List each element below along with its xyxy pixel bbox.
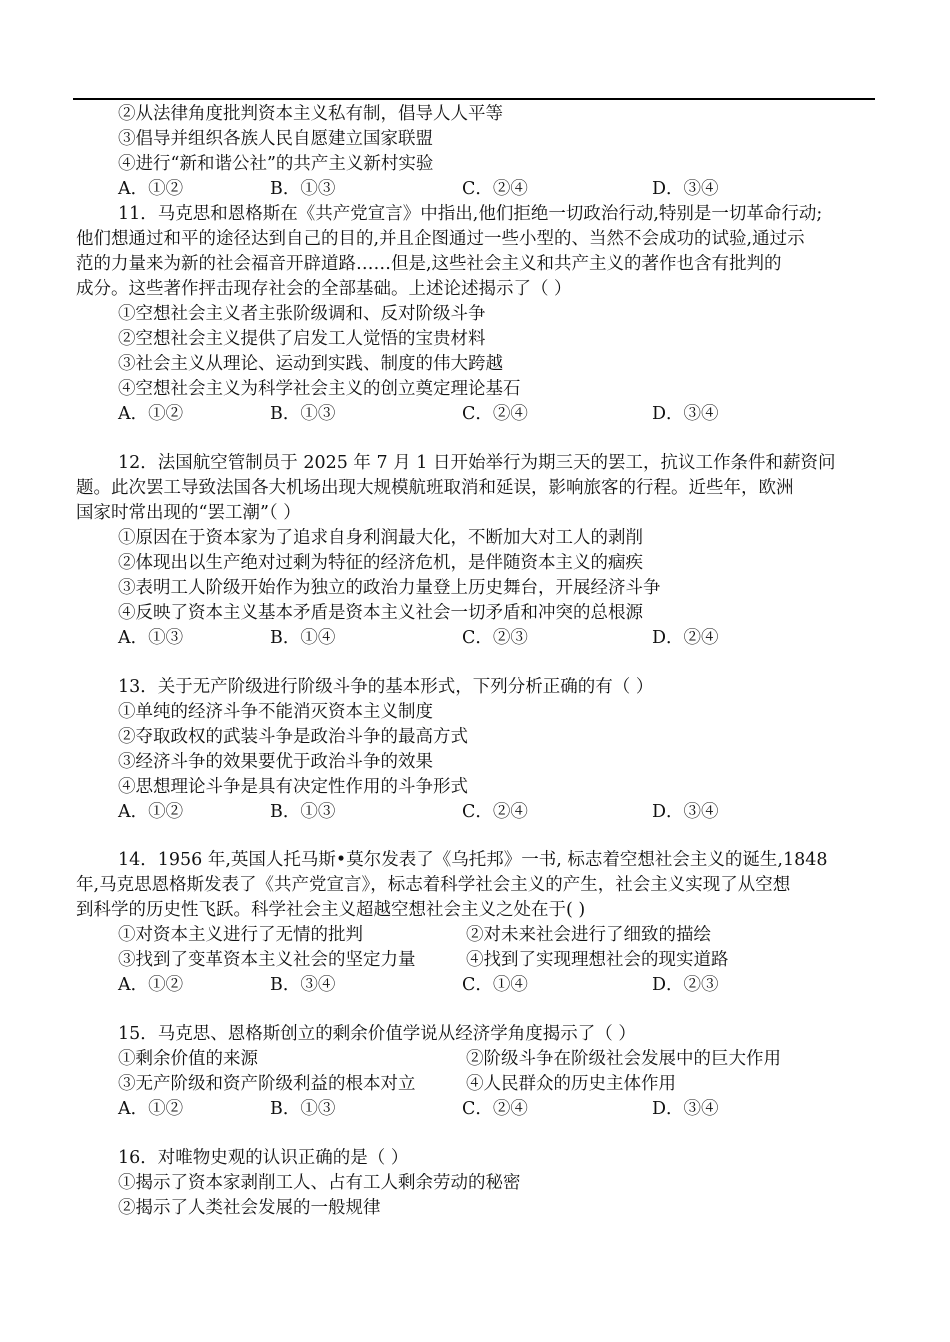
q15-option-3: ③无产阶级和资产阶级利益的根本对立 — [118, 1074, 416, 1094]
q16-option-1: ①揭示了资本家剥削工人、占有工人剩余劳动的秘密 — [118, 1173, 521, 1193]
q11-option-3: ③社会主义从理论、运动到实践、制度的伟大跨越 — [118, 354, 503, 374]
q12-stem-line-3: 国家时常出现的“罢工潮”（ ） — [76, 503, 301, 523]
q13-answer-a: A．①② — [118, 802, 184, 822]
q10-answer-b: B．①③ — [270, 179, 336, 199]
q15-option-1: ①剩余价值的来源 — [118, 1049, 258, 1069]
header-rule — [73, 98, 875, 100]
q12-answer-b: B．①④ — [270, 628, 336, 648]
q16-stem: 16．对唯物史观的认识正确的是（ ） — [118, 1148, 409, 1168]
q14-answer-b: B．③④ — [270, 975, 336, 995]
q11-option-1: ①空想社会主义者主张阶级调和、反对阶级斗争 — [118, 304, 486, 324]
q13-option-4: ④思想理论斗争是具有决定性作用的斗争形式 — [118, 777, 468, 797]
q10-option-2: ②从法律角度批判资本主义私有制，倡导人人平等 — [118, 104, 503, 124]
q12-stem-line-2: 题。此次罢工导致法国各大机场出现大规模航班取消和延误，影响旅客的行程。近些年，欧洲 — [76, 478, 794, 498]
q10-answer-d: D．③④ — [652, 179, 719, 199]
q14-option-4: ④找到了实现理想社会的现实道路 — [466, 950, 729, 970]
q14-answer-a: A．①② — [118, 975, 184, 995]
q12-answer-c: C．②③ — [462, 628, 528, 648]
q15-option-4: ④人民群众的历史主体作用 — [466, 1074, 676, 1094]
q15-answer-d: D．③④ — [652, 1099, 719, 1119]
q11-stem-line-3: 范的力量来为新的社会福音开辟道路……但是,这些社会主义和共产主义的著作也含有批判的 — [76, 254, 782, 274]
q10-option-3: ③倡导并组织各族人民自愿建立国家联盟 — [118, 129, 433, 149]
q12-option-1: ①原因在于资本家为了追求自身利润最大化，不断加大对工人的剥削 — [118, 528, 643, 548]
q11-stem-line-2: 他们想通过和平的途径达到自己的目的,并且企图通过一些小型的、当然不会成功的试验,通过示 — [76, 229, 805, 249]
q15-answer-a: A．①② — [118, 1099, 184, 1119]
q12-option-3: ③表明工人阶级开始作为独立的政治力量登上历史舞台，开展经济斗争 — [118, 578, 661, 598]
q11-answer-d: D．③④ — [652, 404, 719, 424]
q13-answer-d: D．③④ — [652, 802, 719, 822]
q16-option-2: ②揭示了人类社会发展的一般规律 — [118, 1198, 381, 1218]
q14-answer-c: C．①④ — [462, 975, 528, 995]
q12-option-4: ④反映了资本主义基本矛盾是资本主义社会一切矛盾和冲突的总根源 — [118, 603, 643, 623]
q13-stem: 13．关于无产阶级进行阶级斗争的基本形式，下列分析正确的有（ ） — [118, 677, 654, 697]
q14-stem-line-1: 14．1956 年,英国人托马斯•莫尔发表了《乌托邦》一书, 标志着空想社会主义的诞生,1848 — [118, 850, 828, 870]
q13-answer-c: C．②④ — [462, 802, 528, 822]
q14-answer-d: D．②③ — [652, 975, 719, 995]
q10-answer-a: A．①② — [118, 179, 184, 199]
q11-answer-b: B．①③ — [270, 404, 336, 424]
q10-option-4: ④进行“新和谐公社”的共产主义新村实验 — [118, 154, 434, 174]
q14-option-2: ②对未来社会进行了细致的描绘 — [466, 925, 711, 945]
q12-option-2: ②体现出以生产绝对过剩为特征的经济危机，是伴随资本主义的痼疾 — [118, 553, 643, 573]
q11-answer-c: C．②④ — [462, 404, 528, 424]
q11-stem-line-1: 11．马克思和恩格斯在《共产党宣言》中指出,他们拒绝一切政治行动,特别是一切革命行动; — [118, 204, 823, 224]
q12-answer-d: D．②④ — [652, 628, 719, 648]
q14-stem-line-3: 到科学的历史性飞跃。科学社会主义超越空想社会主义之处在于( ) — [76, 900, 586, 920]
q11-option-4: ④空想社会主义为科学社会主义的创立奠定理论基石 — [118, 379, 521, 399]
q15-answer-c: C．②④ — [462, 1099, 528, 1119]
q14-stem-line-2: 年,马克思恩格斯发表了《共产党宣言》，标志着科学社会主义的产生，社会主义实现了从空想 — [76, 875, 791, 895]
q10-answer-c: C．②④ — [462, 179, 528, 199]
q13-answer-b: B．①③ — [270, 802, 336, 822]
q11-answer-a: A．①② — [118, 404, 184, 424]
q15-stem: 15．马克思、恩格斯创立的剩余价值学说从经济学角度揭示了（ ） — [118, 1024, 636, 1044]
q14-option-1: ①对资本主义进行了无情的批判 — [118, 925, 363, 945]
q12-answer-a: A．①③ — [118, 628, 184, 648]
q14-option-3: ③找到了变革资本主义社会的坚定力量 — [118, 950, 416, 970]
q13-option-1: ①单纯的经济斗争不能消灭资本主义制度 — [118, 702, 433, 722]
q11-stem-line-4: 成分。这些著作抨击现存社会的全部基础。上述论述揭示了（ ） — [76, 279, 572, 299]
q13-option-3: ③经济斗争的效果要优于政治斗争的效果 — [118, 752, 433, 772]
q11-option-2: ②空想社会主义提供了启发工人觉悟的宝贵材料 — [118, 329, 486, 349]
q15-answer-b: B．①③ — [270, 1099, 336, 1119]
q15-option-2: ②阶级斗争在阶级社会发展中的巨大作用 — [466, 1049, 781, 1069]
q13-option-2: ②夺取政权的武装斗争是政治斗争的最高方式 — [118, 727, 468, 747]
q12-stem-line-1: 12．法国航空管制员于 2025 年 7 月 1 日开始举行为期三天的罢工，抗议工作条件和薪资问 — [118, 453, 836, 473]
